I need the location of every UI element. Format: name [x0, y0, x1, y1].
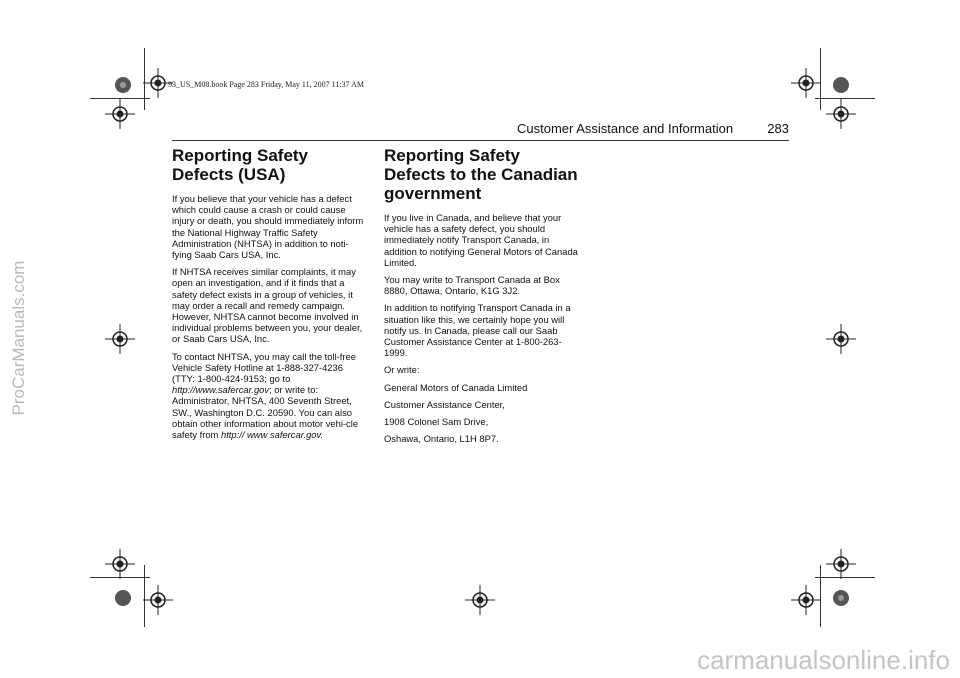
registration-mark-top-right-dot [828, 72, 854, 98]
footer-watermark: carmanualsonline.info [697, 645, 950, 675]
address-line: Oshawa, Ontario, L1H 8P7. [384, 433, 499, 445]
paragraph: You may write to Transport Canada at Box 8880, Ottawa, Ontario, K1G 3J2. [384, 274, 560, 297]
registration-mark-top-right [791, 68, 821, 98]
header-rule [172, 140, 789, 141]
safercar-link[interactable]: http://www.safercar.gov [172, 384, 270, 396]
running-header [517, 121, 789, 139]
contact-text: To contact NHTSA, you may call the toll-free Vehicle Safety Hotline at 1-888-327-4236 (TTY: 1-800-424-9153; go to [172, 350, 356, 385]
column-usa [172, 146, 368, 446]
paragraph: Or write: [384, 364, 420, 376]
registration-mark-top-left-dot [110, 72, 136, 98]
contact-text: ; or write to: Administrator, NHTSA, 400 Seventh Street, SW., Washington D.C. 20590. You can also obtain other information about motor vehi-cle safety from [172, 384, 359, 441]
registration-mark-left-top [105, 99, 135, 129]
page-number: 283 [767, 121, 789, 136]
address-line: 1908 Colonel Sam Drive, [384, 416, 489, 428]
registration-mark-bottom-right [791, 585, 821, 615]
paragraph: If you believe that your vehicle has a defect which could cause a crash or could cause injury or death, you should immediately inform the National Highway Traffic Safety Administration (NHTSA) in addition to noti-fying Saab Cars USA, Inc. [172, 193, 364, 261]
print-slug: 93_US_M08.book Page 283 Friday, May 11, 2007 11:37 AM [168, 80, 364, 89]
heading-usa: Reporting Safety Defects (USA) [172, 146, 309, 184]
heading-canada: Reporting Safety Defects to the Canadian government [384, 146, 578, 203]
registration-mark-bottom-left-dot [110, 585, 136, 611]
paragraph: If NHTSA receives similar complaints, it may open an investigation, and if it finds that a safety defect exists in a group of vehicles, it may order a recall and remedy campaign. However, NHTSA cannot become involved in individual problems between you, your dealer, or Saab Cars USA, Inc. [172, 266, 363, 345]
registration-mark-right-top [826, 99, 856, 129]
side-watermark: ProCarManuals.com [9, 260, 28, 416]
registration-mark-bottom-right-dot [828, 585, 854, 611]
registration-mark-right-middle [826, 324, 856, 354]
registration-mark-right-bottom [826, 549, 856, 579]
column-canada [384, 146, 580, 450]
registration-mark-left-bottom [105, 549, 135, 579]
paragraph-contact [172, 351, 368, 441]
section-title: Customer Assistance and Information [517, 121, 734, 136]
registration-mark-left-middle [105, 324, 135, 354]
paragraph: If you live in Canada, and believe that your vehicle has a safety defect, you should immediately notify Transport Canada, in addition to notifying General Motors of Canada Limited. [384, 212, 578, 268]
registration-mark-bottom-center [465, 585, 495, 615]
registration-mark-bottom-left [143, 585, 173, 615]
address-line: General Motors of Canada Limited [384, 381, 528, 393]
safercar-link-2[interactable]: http:// www safercar.gov. [220, 429, 324, 441]
paragraph: In addition to notifying Transport Canada in a situation like this, we certainly hope you will notify us. In Canada, please call our Saab Customer Assistance Center at 1-800-263-1999. [384, 302, 571, 359]
address-line: Customer Assistance Center, [384, 398, 505, 410]
